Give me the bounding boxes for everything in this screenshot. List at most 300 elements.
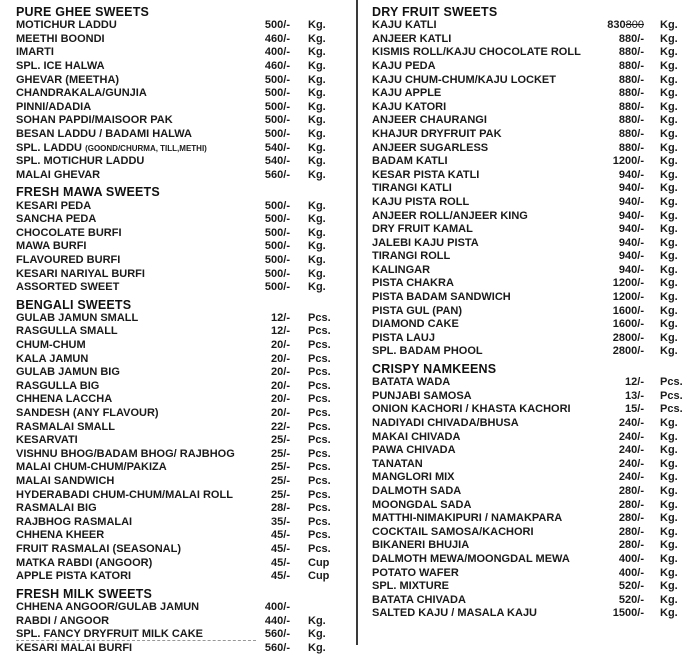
item-name-text: KAJU APPLE [372,87,442,100]
item-name [16,461,167,475]
item-price-value: 1200/- [612,155,644,168]
menu-item-row [372,458,696,472]
item-price [619,444,644,458]
item-price-value: 25/- [271,461,290,474]
item-price [619,539,644,553]
item-name-text: SPL. MIXTURE [372,580,450,593]
item-unit: Pcs. [308,447,331,460]
menu-item-row [16,87,346,101]
item-price [619,169,644,183]
item-name-text: SPL. BADAM PHOOL [372,345,483,358]
item-unit: Kg. [660,471,678,484]
item-unit: Kg. [660,457,678,470]
item-name-text: JALEBI KAJU PISTA [372,236,479,249]
item-name [372,444,456,458]
item-name [16,557,152,571]
item-price [619,485,644,499]
column-divider [356,0,358,645]
item-name [16,74,119,88]
item-price [265,169,290,183]
item-unit: Kg. [660,32,678,45]
item-name [372,291,511,305]
item-unit: Kg. [308,87,326,100]
item-name-text: PISTA CHAKRA [372,277,454,290]
item-name-text: ANJEER ROLL/ANJEER KING [372,209,528,222]
item-name [16,421,115,435]
item-name [372,237,479,251]
menu-item-row [372,155,696,169]
item-price-value: 940/- [618,168,644,181]
item-name-text: MATKA RABDI (ANGOOR) [16,556,153,569]
item-price-value: 280/- [618,498,644,511]
item-price [265,628,290,642]
item-unit: Kg. [308,32,326,45]
item-name-text: BATATA CHIVADA [372,593,466,606]
menu-item-row [16,543,346,557]
item-name [372,210,528,224]
item-price-value: 880/- [618,87,644,100]
item-unit: Pcs. [308,434,331,447]
item-price [271,393,290,407]
menu-item-row [16,366,346,380]
item-name [372,305,462,319]
item-name-text: RABDI / ANGOOR [16,614,110,627]
item-name [372,101,446,115]
item-name [16,353,88,367]
item-unit: Kg. [660,512,678,525]
item-name [372,376,450,390]
item-price [271,502,290,516]
item-name [372,46,581,60]
category-heading-fresh-milk-sweets: FRESH MILK SWEETS [16,586,153,601]
menu-item-row [16,240,346,254]
item-price [613,277,644,291]
item-name [372,33,451,47]
menu-item-row [16,529,346,543]
item-name-text: RASMALAI SMALL [16,420,115,433]
item-price-value: 1500/- [612,607,644,620]
menu-item-row [16,128,346,142]
item-name [372,196,469,210]
item-name [16,142,207,156]
menu-item-row [16,570,346,584]
item-name [16,169,100,183]
menu-item-row [372,539,696,553]
item-price-value: 1200/- [612,277,644,290]
menu-item-row [16,169,346,183]
item-unit: Kg. [660,114,678,127]
item-price [265,268,290,282]
item-name-text: COCKTAIL SAMOSA/KACHORI [372,525,534,538]
item-price [265,281,290,295]
item-price-value: 500/- [264,281,290,294]
item-name [16,407,159,421]
item-price-value: 400/- [264,600,290,613]
item-price [265,142,290,156]
item-price-value: 940/- [618,250,644,263]
item-name-text: TIRANGI KATLI [372,182,452,195]
item-unit: Pcs. [308,339,331,352]
item-name [372,74,556,88]
item-unit: Pcs. [308,529,331,542]
item-price [625,403,644,417]
menu-item-row [16,312,346,326]
item-price-value: 240/- [618,430,644,443]
menu-item-row [372,264,696,278]
item-price [619,567,644,581]
item-name [372,403,571,417]
item-price [613,332,644,346]
item-price-value: 2800/- [612,345,644,358]
menu-item-row [372,345,696,359]
item-price-value: 25/- [271,434,290,447]
menu-item-row [16,434,346,448]
menu-item-row [16,74,346,88]
menu-item-row [372,114,696,128]
item-unit: Kg. [660,525,678,538]
item-name [372,277,454,291]
item-name-text: PAWA CHIVADA [372,444,456,457]
item-price-value: 540/- [264,141,290,154]
menu-item-row [372,291,696,305]
menu-item-row [372,607,696,621]
item-name [16,46,54,60]
item-name [16,366,120,380]
menu-item-row [16,268,346,282]
item-price-value: 1600/- [612,304,644,317]
menu-item-row [372,182,696,196]
item-price-value: 880/- [618,141,644,154]
item-unit: Kg. [308,114,326,127]
item-unit: Kg. [660,182,678,195]
item-name-text: SPL. ICE HALWA [16,59,105,72]
item-price [619,182,644,196]
item-price [619,250,644,264]
item-name [372,87,441,101]
item-name-text: SOHAN PAPDI/MAISOOR PAK [16,114,173,127]
item-price [625,390,644,404]
item-price [265,101,290,115]
item-unit: Kg. [308,614,326,627]
category-heading-pure-ghee-sweets: PURE GHEE SWEETS [16,5,150,19]
item-name [16,475,114,489]
item-price-value: 35/- [271,515,290,528]
menu-item-row [372,237,696,251]
item-price-value: 540/- [264,155,290,168]
menu-item-row [16,393,346,407]
item-price-value: 45/- [271,542,290,555]
item-price [271,448,290,462]
item-name [372,250,450,264]
item-price [265,128,290,142]
item-name [16,114,173,128]
item-name-text: CHANDRAKALA/GUNJIA [16,87,147,100]
menu-item-row [16,516,346,530]
item-price [271,366,290,380]
item-price-value: 500/- [264,267,290,280]
item-price-value: 880/- [618,59,644,72]
item-price-value: 830 [607,19,626,32]
item-name [372,512,562,526]
item-name [372,417,519,431]
item-unit: Pcs. [308,488,331,501]
item-name [372,580,449,594]
item-name [372,128,502,142]
item-unit: Pcs. [308,475,331,488]
item-name [16,19,117,33]
item-price-value: 1200/- [612,291,644,304]
menu-item-row [372,277,696,291]
item-price-value: 12/- [271,325,290,338]
item-name-text: MAWA BURFI [16,240,87,253]
item-name [16,489,233,503]
item-unit: Kg. [660,87,678,100]
item-unit: Kg. [308,213,326,226]
item-name-text: BATATA WADA [372,376,451,389]
item-price [619,417,644,431]
item-unit: Kg. [660,73,678,86]
item-price-value: 28/- [271,502,290,515]
item-price [613,345,644,359]
item-price-value: 880/- [618,114,644,127]
menu-item-row [16,227,346,241]
item-price [619,46,644,60]
menu-item-row [372,33,696,47]
item-unit: Pcs. [308,311,331,324]
item-price [619,101,644,115]
item-name [16,601,199,615]
item-name-text: SPL. LADDU [16,141,86,154]
item-name-text: SPL. MOTICHUR LADDU [16,155,145,168]
item-price [619,264,644,278]
item-price-value: 45/- [271,556,290,569]
item-name-text: DIAMOND CAKE [372,318,459,331]
item-unit: Kg. [660,498,678,511]
item-unit: Kg. [660,318,678,331]
item-price-value: 460/- [264,32,290,45]
item-name-text: RASGULLA SMALL [16,325,118,338]
item-name [16,339,86,353]
item-price-value: 240/- [618,471,644,484]
item-name-text: POTATO WAFER [372,566,459,579]
item-name [16,240,86,254]
menu-item-row [16,142,346,156]
item-unit: Kg. [660,100,678,113]
item-name-text: FLAVOURED BURFI [16,253,121,266]
item-unit: Kg. [308,281,326,294]
item-price [265,155,290,169]
item-unit: Kg. [660,236,678,249]
item-name-text: BIKANERI BHUJIA [372,539,470,552]
item-name-text: KHAJUR DRYFRUIT PAK [372,127,502,140]
item-unit: Kg. [308,199,326,212]
item-name-text: SALTED KAJU / MASALA KAJU [372,607,538,620]
item-price-value: 1600/- [612,318,644,331]
menu-item-row [372,60,696,74]
item-name [372,607,537,621]
menu-item-row [16,601,346,615]
item-name-text: CHHENA ANGOOR/GULAB JAMUN [16,600,200,613]
item-name-text: DALMOTH SADA [372,485,462,497]
item-name-text: TANATAN [372,457,423,470]
item-price-value: 20/- [271,339,290,352]
item-price-value: 440/- [264,614,290,627]
category-heading-crispy-namkeens: CRISPY NAMKEENS [372,362,497,377]
item-price [271,543,290,557]
item-unit: Kg. [308,59,326,72]
item-unit: Kg. [660,59,678,72]
item-name [372,19,437,33]
item-name [372,471,455,485]
item-price [271,570,290,584]
item-name [372,485,461,499]
menu-item-row [372,403,696,417]
item-name-text: KISMIS ROLL/KAJU CHOCOLATE ROLL [372,46,581,59]
item-name-text: GHEVAR (MEETHA) [16,73,120,86]
item-unit: Kg. [660,19,678,32]
item-name-text: ANJEER CHAURANGI [372,114,487,127]
item-price-value: 280/- [618,525,644,538]
item-price [265,213,290,227]
item-unit: Kg. [660,223,678,236]
item-unit: Pcs. [308,461,331,474]
item-price-value: 20/- [271,393,290,406]
item-price-value: 500/- [264,213,290,226]
item-price-value: 280/- [618,485,644,497]
item-name [372,390,472,404]
item-unit: Kg. [660,593,678,606]
menu-item-row [372,305,696,319]
item-price-value: 940/- [618,263,644,276]
item-unit: Kg. [660,141,678,154]
item-unit: Kg. [660,168,678,181]
item-name-text: VISHNU BHOG/BADAM BHOG/ RAJBHOG [16,447,235,460]
menu-item-row [16,60,346,74]
item-unit: Kg. [660,417,678,430]
item-price-value: 500/- [264,199,290,212]
item-unit: Kg. [308,46,326,59]
item-unit: Kg. [308,141,326,154]
item-name [372,142,488,156]
menu-item-row [372,169,696,183]
item-price [265,200,290,214]
item-name [372,264,430,278]
item-price [265,240,290,254]
menu-item-row [372,390,696,404]
item-unit: Kg. [660,155,678,168]
item-name [16,268,145,282]
menu-item-row [372,471,696,485]
item-name-text: KESARI NARIYAL BURFI [16,267,145,280]
menu-item-row [16,615,346,629]
menu-item-row [16,114,346,128]
item-price [271,353,290,367]
menu-item-row [372,318,696,332]
item-name [16,516,132,530]
item-unit: Pcs. [308,379,331,392]
item-price-value: 240/- [618,417,644,430]
item-price [271,325,290,339]
item-name-text: KAJU PEDA [372,59,436,72]
menu-item-row [372,553,696,567]
item-name [16,615,109,629]
item-price [613,305,644,319]
item-name-text: APPLE PISTA KATORI [16,570,132,583]
cropped-row-edge [16,640,256,645]
item-price [271,421,290,435]
item-unit: Kg. [660,566,678,579]
item-price-value: 500/- [264,19,290,32]
item-name-text: PINNI/ADADIA [16,100,92,113]
item-unit: Kg. [660,444,678,457]
item-price-value: 880/- [618,127,644,140]
item-price-value: 45/- [271,529,290,542]
item-name-text: GULAB JAMUN SMALL [16,311,139,324]
item-price-value: 25/- [271,447,290,460]
menu-item-row [372,46,696,60]
item-price [619,237,644,251]
menu-item-row [372,74,696,88]
item-name [16,33,105,47]
item-price-value: 280/- [618,539,644,552]
menu-item-row [16,557,346,571]
item-price [619,196,644,210]
menu-item-row [16,19,346,33]
item-name-text: KAJU KATORI [372,100,447,113]
item-price-value: 13/- [625,389,644,402]
item-unit: Kg. [660,277,678,290]
item-unit: Kg. [660,345,678,358]
item-unit: Kg. [308,127,326,140]
item-price [271,489,290,503]
item-price [265,87,290,101]
menu-item-row [372,512,696,526]
menu-item-row [372,223,696,237]
item-price-value: 520/- [618,593,644,606]
item-price [265,254,290,268]
menu-item-row [16,213,346,227]
item-unit: Pcs. [308,407,331,420]
menu-item-row [16,380,346,394]
item-price [619,33,644,47]
menu-item-row [16,254,346,268]
item-price [619,223,644,237]
item-name [16,128,192,142]
item-name-text: MEETHI BOONDI [16,32,105,45]
item-name [16,312,138,326]
menu-item-row [16,407,346,421]
menu-item-row [372,567,696,581]
item-price-value: 520/- [618,580,644,593]
menu-item-row [16,421,346,435]
item-name [372,169,479,183]
item-name-text: PUNJABI SAMOSA [372,389,472,402]
item-name [16,502,97,516]
item-unit: Kg. [308,73,326,86]
category-heading-fresh-mawa-sweets: FRESH MAWA SWEETS [16,185,160,200]
item-price [271,312,290,326]
item-unit: Kg. [660,46,678,59]
item-price [271,557,290,571]
item-price-value: 25/- [271,488,290,501]
item-price-value: 20/- [271,407,290,420]
item-price [265,615,290,629]
item-price [265,642,290,655]
item-unit: Kg. [308,628,326,641]
item-unit: Kg. [660,580,678,593]
item-unit: Kg. [660,209,678,222]
item-name [16,380,99,394]
